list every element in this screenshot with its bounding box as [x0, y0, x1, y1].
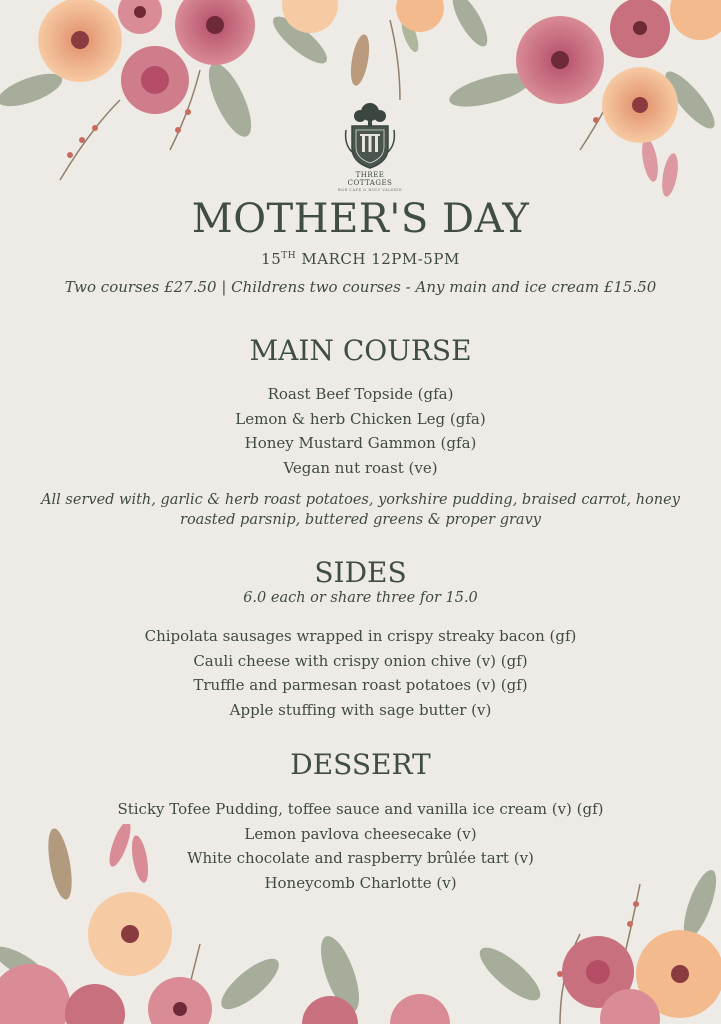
flower-pink-bottom-right [562, 936, 634, 1008]
list-item: Chipolata sausages wrapped in crispy streaky bacon (gf) [144, 627, 577, 645]
sides-price-note: 6.0 each or share three for 15.0 [243, 590, 478, 606]
list-item: Apple stuffing with sage butter (v) [229, 700, 492, 719]
flower-peach-right [602, 67, 678, 143]
pricing-line: Two courses £27.50 | Childrens two courses - Any main and ice cream £15.50 [64, 278, 657, 296]
list-item: Lemon pavlova cheesecake (v) [244, 824, 477, 843]
list-item: White chocolate and raspberry brûlée tart (v) [187, 849, 534, 867]
flower-rose-bottom-center [302, 994, 450, 1024]
list-item: Honeycomb Charlotte (v) [264, 873, 457, 892]
flower-peach-corner [670, 0, 721, 40]
logo [332, 100, 408, 192]
flower-peach-left [38, 0, 122, 82]
list-item: Truffle and parmesan roast potatoes (v) (gf) [193, 676, 528, 694]
dessert-heading: DESSERT [290, 748, 431, 781]
flower-pink-bottom-left [0, 964, 212, 1024]
date-time: MARCH 12PM-5PM [296, 250, 460, 268]
logo-tagline: B&B CAFE & HOLY VALERIE [337, 188, 403, 192]
flower-peach-bottom-right [600, 930, 721, 1024]
logo-name: THREE COTTAGES [347, 171, 393, 187]
list-item: Roast Beef Topside (gfa) [267, 385, 454, 403]
note-line: All served with, garlic & herb roast potatoes, yorkshire pudding, braised carrot, honey [41, 492, 680, 508]
date-day: 15 [261, 250, 282, 268]
sides-list [0, 624, 721, 722]
note-line: roasted parsnip, buttered greens & proper gravy [180, 512, 541, 528]
list-item: Honey Mustard Gammon (gfa) [244, 434, 477, 452]
flower-rose-top [175, 0, 255, 65]
event-date [0, 250, 721, 268]
list-item: Vegan nut roast (ve) [283, 458, 438, 477]
main-course-heading: MAIN COURSE [249, 334, 472, 367]
main-course-note [10, 490, 711, 530]
dessert-list [0, 797, 721, 895]
stems [180, 884, 640, 1024]
date-suffix: TH [281, 251, 297, 261]
list-item: Cauli cheese with crispy onion chive (v) (gf) [193, 651, 528, 670]
main-course-list [0, 382, 721, 480]
flower-peach-top [282, 0, 444, 33]
list-item: Sticky Tofee Pudding, toffee sauce and vanilla ice cream (v) (gf) [117, 800, 604, 818]
flower-small-top [118, 0, 162, 34]
flower-pink-right [516, 16, 604, 104]
list-item: Lemon & herb Chicken Leg (gfa) [235, 409, 486, 428]
page-title: MOTHER'S DAY [191, 196, 530, 242]
sides-heading: SIDES [314, 556, 407, 589]
berries [557, 901, 639, 977]
flower-pink-left [121, 46, 189, 114]
flower-peach-bottom-left [88, 892, 172, 976]
crest-icon [342, 100, 398, 170]
flower-rose-right [610, 0, 670, 58]
